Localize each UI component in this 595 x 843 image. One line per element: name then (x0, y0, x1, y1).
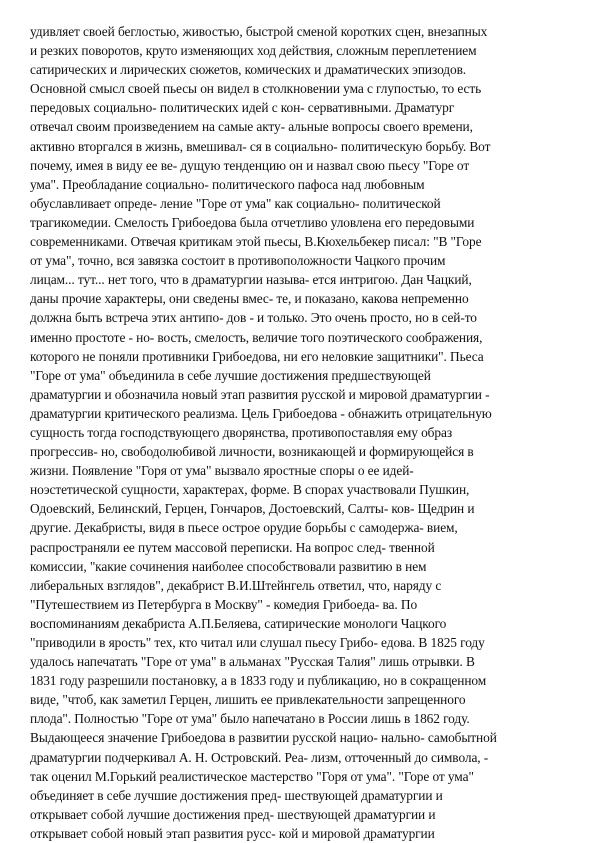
text-line: прогрессив- но, свободолюбивой личности, возникающей и формирующейся в (30, 444, 474, 460)
text-line: так оценил М.Горький реалистическое мастерство "Горя от ума". "Горе от ума" (30, 768, 474, 784)
text-line: "Путешествием из Петербурга в Москву" - комедия Грибоеда- ва. По (30, 596, 418, 612)
text-line: объединяет в себе лучшие достижения пред- шествующей драматургии и (30, 787, 443, 803)
text-line: почему, имея в виду ее ве- дущую тенденцию он и назвал свою пьесу "Горе от (30, 157, 470, 173)
text-line: жизни. Появление "Горя от ума" вызвало яростные споры о ее идей- (30, 463, 414, 479)
text-line: сущность тогда господствующего дворянства, противопоставляя ему образ (30, 424, 453, 440)
text-line: обуславливает опреде- ление "Горе от ума" как социально- политической (30, 195, 441, 211)
text-line: 1831 году разрешили постановку, а в 1833 году и публикацию, но в сокращенном (30, 673, 487, 689)
text-line: распространяли ее путем массовой переписки. На вопрос след- твенной (30, 539, 435, 555)
text-line: лицам... тут... нет того, что в драматургии называ- ется интригою. Дан Чацкий, (30, 272, 472, 288)
text-line: именно простоте - но- вость, смелость, величие того поэтического соображения, (30, 329, 483, 345)
text-line: драматургии и обозначила новый этап развития русской и мировой драматургии - (30, 386, 490, 402)
text-line: передовых социально- политических идей с кон- сервативными. Драматург (30, 100, 455, 116)
text-line: комиссии, "какие сочинения наиболее способствовали развитию в нем (30, 558, 427, 574)
document-page (30, 22, 570, 843)
text-line: трагикомедии. Смелость Грибоедова была отчетливо уловлена его передовыми (30, 214, 475, 230)
text-line: виде, "чтоб, как заметил Герцен, лишить ее привлекательности запрещенного (30, 692, 466, 708)
text-line: ноэстетической сущности, характерах, форме. В спорах участвовали Пушкин, (30, 482, 470, 498)
text-line: Одоевский, Белинский, Герцен, Гончаров, Достоевский, Салты- ков- Щедрин и (30, 501, 475, 517)
text-line: "Горе от ума" объединила в себе лучшие достижения предшествующей (30, 367, 431, 383)
text-line: драматургии критического реализма. Цель Грибоедова - обнажить отрицательную (30, 405, 492, 421)
text-line: Основной смысл своей пьесы он видел в столкновении ума с глупостью, то есть (30, 81, 482, 97)
text-line: открывает собой лучшие достижения пред- шествующей драматургии и (30, 806, 436, 822)
text-line: драматургии подчеркивал А. Н. Островский. Реа- лизм, отточенный до символа, - (30, 749, 489, 765)
text-line: и резких поворотов, круто изменяющих ход действия, сложным переплетением (30, 43, 477, 59)
text-line: активно вторгался в жизнь, вмешивал- ся в социально- политическую борьбу. Вот (30, 138, 491, 154)
text-line: Выдающееся значение Грибоедова в развитии русской нацио- нально- самобытной (30, 730, 497, 746)
text-line: даны прочие характеры, они сведены вмес- те, и показано, какова непременно (30, 291, 469, 307)
text-line: удивляет своей беглостью, живостью, быстрой сменой коротких сцен, внезапных (30, 24, 488, 39)
text-line: воспоминаниям декабриста А.П.Беляева, сатирические монологи Чацкого (30, 615, 447, 631)
text-line: должна быть встреча этих антипо- дов - и только. Это очень просто, но в сей-то (30, 310, 477, 326)
text-line: другие. Декабристы, видя в пьесе острое орудие борьбы с самодержа- вием, (30, 520, 458, 536)
text-line: удалось напечатать "Горе от ума" в альманах "Русская Талия" лишь отрывки. В (30, 654, 475, 670)
text-line: от ума", точно, вся завязка состоит в противоположности Чацкого прочим (30, 253, 446, 269)
text-line: плода". Полностью "Горе от ума" было напечатано в России лишь в 1862 году. (30, 711, 470, 727)
text-line: либеральных взглядов", декабрист В.И.Штейнгель ответил, что, наряду с (30, 577, 442, 593)
text-line: отвечал своим произведением на самые акту- альные вопросы своего времени, (30, 119, 473, 135)
text-line: открывает собой новый этап развития русс- кой и мировой драматургии (30, 825, 435, 841)
text-line: сатирических и лирических сюжетов, комических и драматических эпизодов. (30, 62, 467, 78)
text-line: которого не поняли противники Грибоедова, ни его неловкие защитники". Пьеса (30, 348, 484, 364)
text-line: современниками. Отвечая критикам этой пьесы, В.Кюхельбекер писал: "В "Горе (30, 234, 482, 250)
text-line: ума". Преобладание социально- политического пафоса над любовным (30, 176, 425, 192)
text-line: "приводили в ярость" тех, кто читал или слушал пьесу Грибо- едова. В 1825 году (30, 635, 485, 650)
